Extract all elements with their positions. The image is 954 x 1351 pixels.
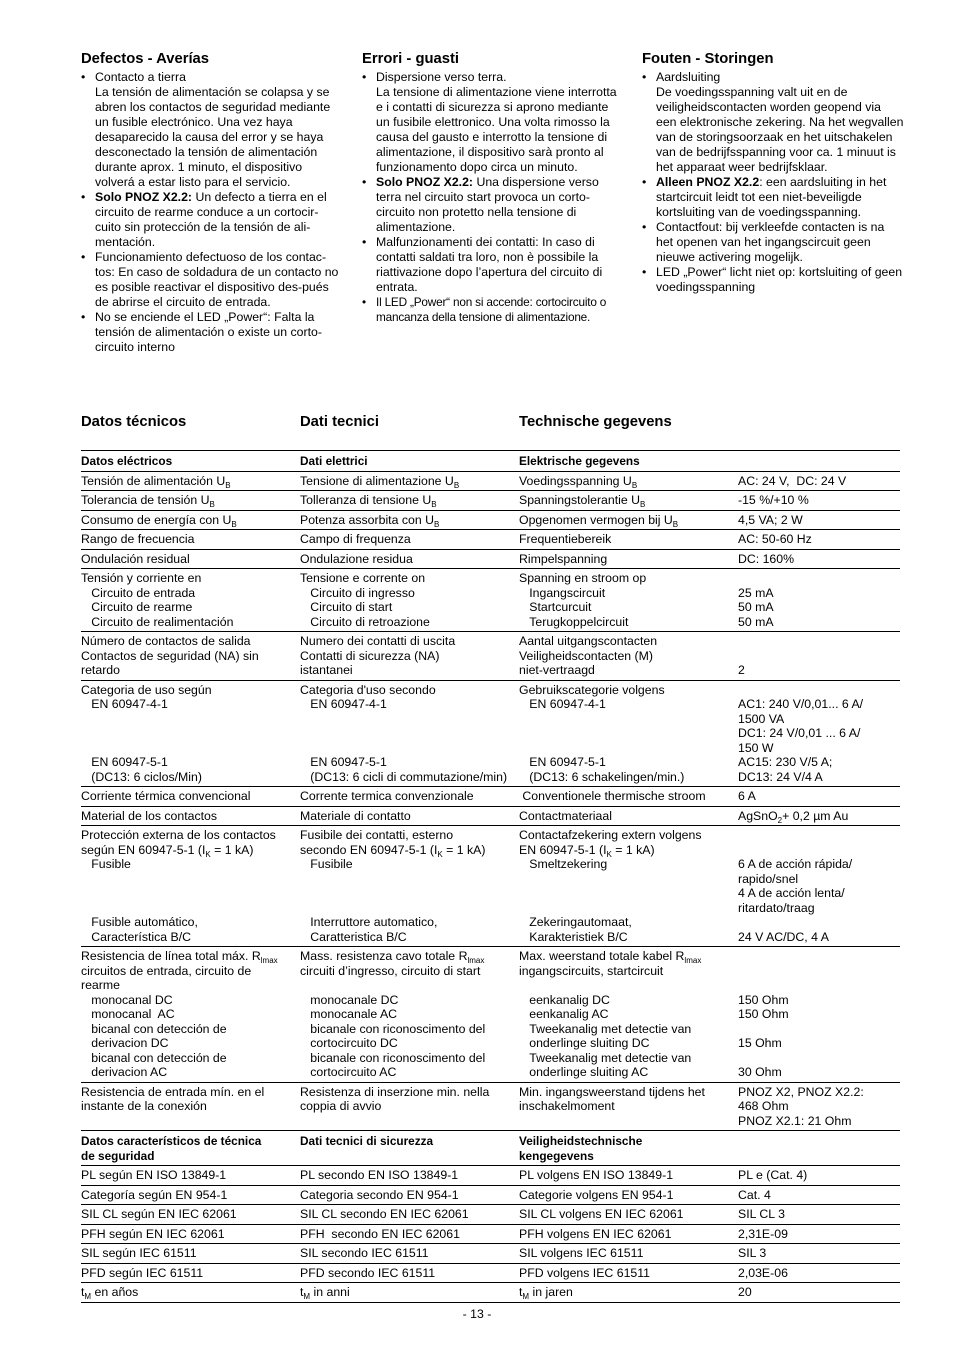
table-cell: -15 %/+10 %: [738, 491, 900, 511]
table-cell: Resistencia de entrada mín. en el instante de la conexión: [81, 1082, 300, 1131]
table-cell: PFD secondo IEC 61511: [300, 1263, 519, 1283]
fault-item: • Malfunzionamenti dei contatti: In caso di contatti saldati tra loro, non è possibile la riattivazione dopo l’apertura del circuito di entrata.: [362, 235, 624, 295]
fault-item: • Contacto a tierra La tensión de alimentación se colapsa y se abren los contactos de seguridad mediante un fusible electrónico. Una vez haya desaparecido la causa del error y se haya desconectado la tensión de alimentación durante aprox. 1 minuto, el dispositivo volverá a estar listo para el servicio.: [81, 70, 343, 190]
table-cell: Conventionele thermische stroom: [519, 787, 738, 807]
table-cell: Datos característicos de técnica de seguridad: [81, 1131, 300, 1166]
table-header-row: [81, 451, 900, 472]
table-cell: Tolleranza di tensione $U_B$: [300, 491, 519, 511]
table-row: [81, 1224, 900, 1244]
section-title-es: Datos técnicos: [81, 414, 187, 430]
table-cell: Spanning en stroom op Ingangscircuit Startcurcuit Terugkoppelcircuit: [519, 569, 738, 632]
table-cell: Veiligheidstechnische kengegevens: [519, 1131, 738, 1166]
table-cell: [738, 451, 900, 472]
table-row: [81, 491, 900, 511]
table-cell: AgSnO$_2$+ 0,2 µm Au: [738, 806, 900, 826]
table-cell: PFD según IEC 61511: [81, 1263, 300, 1283]
table-cell: Voedingsspanning $U_B$: [519, 471, 738, 491]
table-cell: Categoría según EN 954-1: [81, 1185, 300, 1205]
faults-heading: Errori - guasti: [362, 51, 460, 67]
table-cell: Tensione di alimentazione $U_B$: [300, 471, 519, 491]
fault-item: • Funcionamiento defectuoso de los contac-tos: En caso de soldadura de un contacto no es posible reactivar el dispositivo des-pués de abrirse el circuito de entrada.: [81, 250, 343, 310]
table-cell: PL e (Cat. 4): [738, 1166, 900, 1186]
table-cell: SIL secondo IEC 61511: [300, 1244, 519, 1264]
table-row: [81, 680, 900, 787]
table-cell: PFH secondo EN IEC 62061: [300, 1224, 519, 1244]
table-cell: Max. weerstand totale kabel $R_{lmax}$ ingangscircuits, startcircuit eenkanalig DC eenkanalig AC Tweekanalig met detectie van onderlinge sluiting DC Tweekanalig met detectie van onderlinge sluiting AC: [519, 947, 738, 1083]
table-cell: Ondulación residual: [81, 549, 300, 569]
table-cell: $t_M$ in anni: [300, 1283, 519, 1303]
table-cell: SIL según IEC 61511: [81, 1244, 300, 1264]
table-cell: 4,5 VA; 2 W: [738, 510, 900, 530]
table-cell: Tensión y corriente en Circuito de entrada Circuito de rearme Circuito de realimentación: [81, 569, 300, 632]
table-cell: Materiale di contatto: [300, 806, 519, 826]
table-cell: Fusibile dei contatti, esterno secondo EN 60947-5-1 ($I_K = 1$ kA) Fusibile Interruttore automatico, Caratteristica B/C: [300, 826, 519, 947]
table-row: [81, 569, 900, 632]
fault-item: • Solo PNOZ X2.2: Una dispersione verso terra nel circuito start provoca un corto-circuito non protetto nella tensione di alimentazione.: [362, 175, 624, 235]
table-cell: Datos eléctricos: [81, 451, 300, 472]
fault-item: • LED „Power“ licht niet op: kortsluiting of geen voedingsspanning: [642, 265, 904, 295]
table-cell: PL según EN ISO 13849-1: [81, 1166, 300, 1186]
table-cell: Categoria secondo EN 954-1: [300, 1185, 519, 1205]
table-row: [81, 1166, 900, 1186]
page-number: - 13 -: [462, 1307, 492, 1321]
table-cell: Contactafzekering extern volgens EN 60947-5-1 ($I_K = 1$ kA) Smeltzekering Zekeringautomaat, Karakteristiek B/C: [519, 826, 738, 947]
faults-column: [81, 52, 343, 355]
table-cell: Resistenza di inserzione min. nella coppia di avvio: [300, 1082, 519, 1131]
table-cell: PFH volgens EN IEC 62061: [519, 1224, 738, 1244]
table-cell: PNOZ X2, PNOZ X2.2: 468 Ohm PNOZ X2.1: 21 Ohm: [738, 1082, 900, 1131]
table-cell: SIL volgens IEC 61511: [519, 1244, 738, 1264]
table-cell: $t_M$ in jaren: [519, 1283, 738, 1303]
table-cell: Rango de frecuencia: [81, 530, 300, 550]
table-cell: Material de los contactos: [81, 806, 300, 826]
table-cell: 6 A de acción rápida/ rapido/snel 4 A de acción lenta/ ritardato/traag 24 V AC/DC, 4 A: [738, 826, 900, 947]
table-cell: Tensión de alimentación $U_B$: [81, 471, 300, 491]
faults-heading: Fouten - Storingen: [642, 51, 774, 67]
table-cell: Consumo de energía con $U_B$: [81, 510, 300, 530]
table-cell: 25 mA 50 mA 50 mA: [738, 569, 900, 632]
table-cell: SIL CL 3: [738, 1205, 900, 1225]
table-cell: Spanningstolerantie $U_B$: [519, 491, 738, 511]
fault-item: • Aardsluiting De voedingsspanning valt uit en de veiligheidscontacten worden geopend via een elektronische zekering. Na het wegvallen van de storingsoorzaak en het uitschakelen van de bedrijfsspanning voor ca. 1 minuut is het apparaat weer bedrijfsklaar.: [642, 70, 904, 175]
table-cell: SIL CL según EN IEC 62061: [81, 1205, 300, 1225]
table-cell: PL volgens EN ISO 13849-1: [519, 1166, 738, 1186]
table-cell: Campo di frequenza: [300, 530, 519, 550]
table-cell: 2,31E-09: [738, 1224, 900, 1244]
table-row: [81, 632, 900, 681]
table-cell: AC: 24 V, DC: 24 V: [738, 471, 900, 491]
table-cell: Opgenomen vermogen bij $U_B$: [519, 510, 738, 530]
table-cell: PFH según EN IEC 62061: [81, 1224, 300, 1244]
table-cell: Categoria d'uso secondo EN 60947-4-1 EN 60947-5-1 (DC13: 6 cicli di commutazione/min): [300, 680, 519, 787]
table-row: [81, 1205, 900, 1225]
table-cell: Rimpelspanning: [519, 549, 738, 569]
table-cell: Tolerancia de tensión $U_B$: [81, 491, 300, 511]
table-cell: Categorie volgens EN 954-1: [519, 1185, 738, 1205]
table-cell: Dati tecnici di sicurezza: [300, 1131, 519, 1166]
table-cell: AC1: 240 V/0,01... 6 A/ 1500 VA DC1: 24 V/0,01 ... 6 A/ 150 W AC15: 230 V/5 A; DC13: 24 V/4 A: [738, 680, 900, 787]
table-cell: Dati elettrici: [300, 451, 519, 472]
table-cell: [738, 1131, 900, 1166]
fault-item: • Dispersione verso terra. La tensione di alimentazione viene interrotta e i contatti di sicurezza si aprono mediante un fusibile elettronico. Una volta rimosso la causa del gausto e interrotto la tensione di alimentazione, il dispositivo sarà pronto al funzionamento dopo circa un minuto.: [362, 70, 624, 175]
table-cell: Potenza assorbita con $U_B$: [300, 510, 519, 530]
table-cell: DC: 160%: [738, 549, 900, 569]
faults-column: [642, 52, 904, 295]
table-cell: Mass. resistenza cavo totale $R_{lmax}$ circuiti d’ingresso, circuito di start monocanale DC monocanale AC bicanale con riconoscimento del cortocircuito DC bicanale con riconoscimento del cortocircuito AC: [300, 947, 519, 1083]
table-cell: Numero dei contatti di uscita Contatti di sicurezza (NA) istantanei: [300, 632, 519, 681]
table-cell: AC: 50-60 Hz: [738, 530, 900, 550]
table-row: [81, 1185, 900, 1205]
table-cell: Tensione e corrente on Circuito di ingresso Circuito di start Circuito di retroazione: [300, 569, 519, 632]
faults-heading: Defectos - Averías: [81, 51, 210, 67]
faults-column: [362, 52, 624, 325]
table-cell: Categoria de uso según EN 60947-4-1 EN 60947-5-1 (DC13: 6 ciclos/Min): [81, 680, 300, 787]
table-cell: Protección externa de los contactos según EN 60947-5-1 ($I_K = 1$ kA) Fusible Fusible automático, Característica B/C: [81, 826, 300, 947]
table-cell: SIL CL volgens EN IEC 62061: [519, 1205, 738, 1225]
table-cell: Ondulazione residua: [300, 549, 519, 569]
table-row: [81, 471, 900, 491]
table-row: [81, 530, 900, 550]
table-cell: Aantal uitgangscontacten Veiligheidscontacten (M) niet-vertraagd: [519, 632, 738, 681]
technical-data-table: [81, 450, 900, 1303]
table-cell: SIL CL secondo EN IEC 62061: [300, 1205, 519, 1225]
table-row: [81, 806, 900, 826]
fault-item: • Solo PNOZ X2.2: Un defecto a tierra en el circuito de rearme conduce a un cortocir-cuito sin protección de la tensión de ali-mentación.: [81, 190, 343, 250]
table-row: [81, 1263, 900, 1283]
table-cell: Número de contactos de salida Contactos de seguridad (NA) sin retardo: [81, 632, 300, 681]
table-cell: 2,03E-06: [738, 1263, 900, 1283]
table-cell: Resistencia de línea total máx. $R_{lmax}$ circuitos de entrada, circuito de rearme monocanal DC monocanal AC bicanal con detección de derivacion DC bicanal con detección de derivacion AC: [81, 947, 300, 1083]
table-cell: 2: [738, 632, 900, 681]
fault-item: • Il LED „Power“ non si accende: cortocircuito o mancanza della tensione di alimentazione.: [362, 295, 624, 325]
table-cell: SIL 3: [738, 1244, 900, 1264]
table-cell: PL secondo EN ISO 13849-1: [300, 1166, 519, 1186]
table-cell: Frequentiebereik: [519, 530, 738, 550]
table-cell: Contactmateriaal: [519, 806, 738, 826]
table-row: [81, 947, 900, 1083]
fault-item: • Contactfout: bij verkleefde contacten is na het openen van het ingangscircuit geen nieuwe activering mogelijk.: [642, 220, 904, 265]
table-cell: 20: [738, 1283, 900, 1303]
table-cell: Elektrische gegevens: [519, 451, 738, 472]
table-row: [81, 549, 900, 569]
table-row: [81, 1082, 900, 1131]
table-header-row: [81, 1131, 900, 1166]
table-cell: Cat. 4: [738, 1185, 900, 1205]
table-row: [81, 787, 900, 807]
table-cell: Corriente térmica convencional: [81, 787, 300, 807]
table-row: [81, 510, 900, 530]
table-cell: Min. ingangsweerstand tijdens het inschakelmoment: [519, 1082, 738, 1131]
fault-item: • No se enciende el LED „Power“: Falta la tensión de alimentación o existe un corto-circuito interno: [81, 310, 343, 355]
table-cell: 150 Ohm 150 Ohm 15 Ohm 30 Ohm: [738, 947, 900, 1083]
table-row: [81, 826, 900, 947]
section-title-it: Dati tecnici: [300, 414, 379, 430]
table-cell: PFD volgens IEC 61511: [519, 1263, 738, 1283]
section-title-nl: Technische gegevens: [519, 414, 672, 430]
table-row: [81, 1244, 900, 1264]
table-cell: Gebruikscategorie volgens EN 60947-4-1 EN 60947-5-1 (DC13: 6 schakelingen/min.): [519, 680, 738, 787]
fault-item: • Alleen PNOZ X2.2: een aardsluiting in het startcircuit leidt tot een niet-beveiligde kortsluiting van de voedingsspanning.: [642, 175, 904, 220]
table-cell: 6 A: [738, 787, 900, 807]
table-row: [81, 1283, 900, 1303]
table-cell: $t_M$ en años: [81, 1283, 300, 1303]
table-cell: Corrente termica convenzionale: [300, 787, 519, 807]
